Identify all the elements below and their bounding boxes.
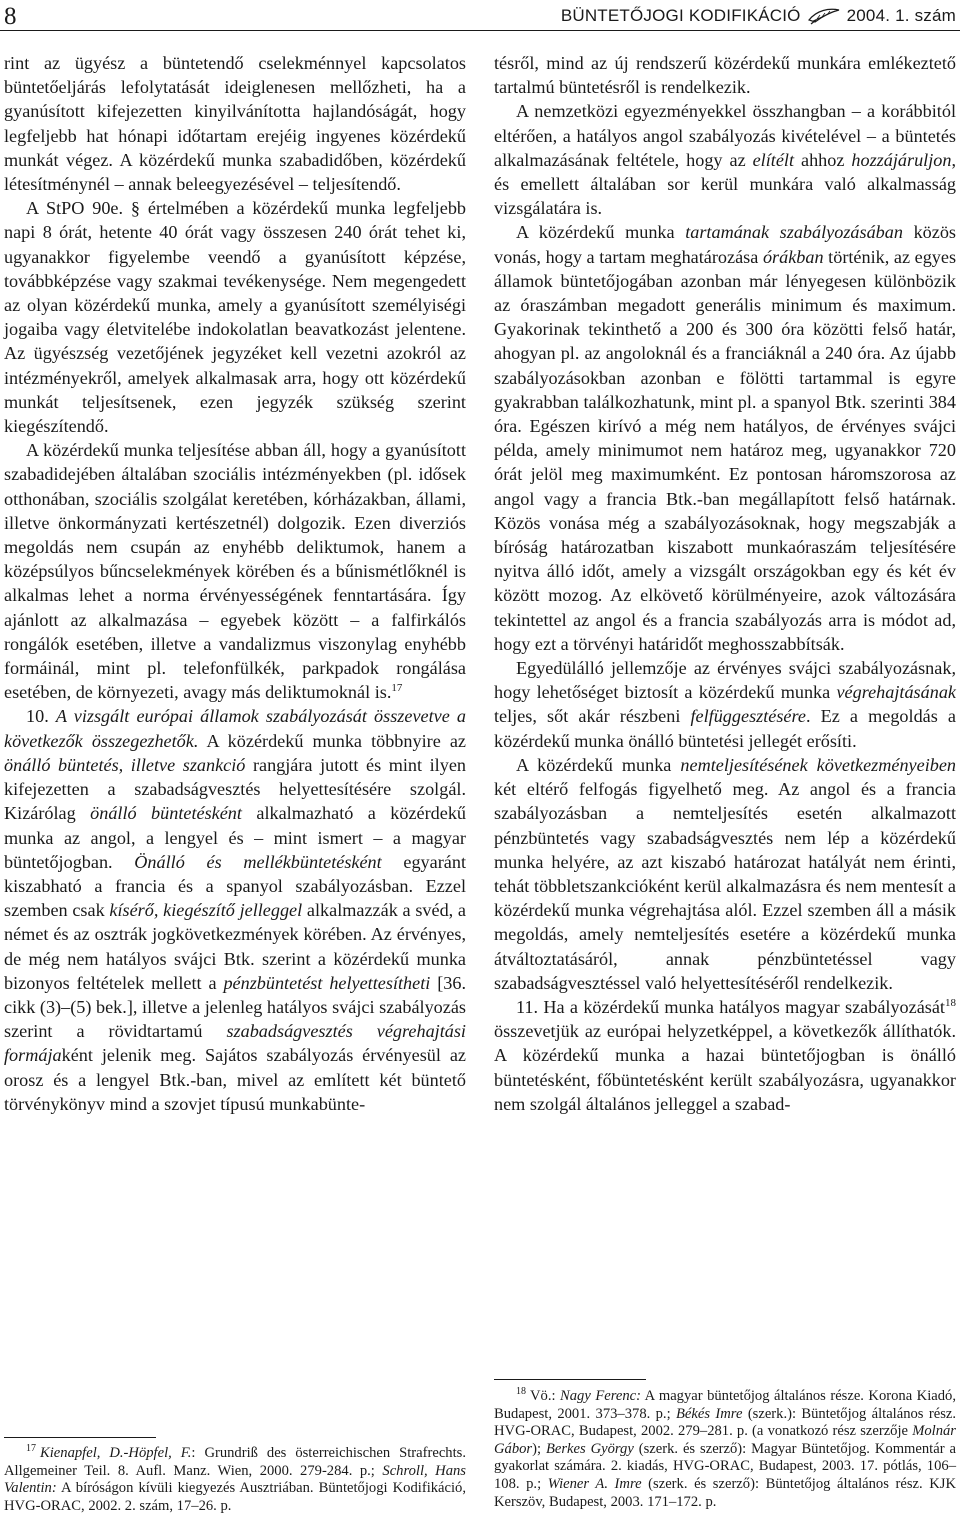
footnote-mark: 18: [516, 1386, 526, 1397]
text-run: két eltérő felfogás figyelhető meg. Az angol és a francia szabályozásban a nemteljesítés esetén alkalmazott pénzbüntetés vagy szabadságvesztés nem lép a közérdekű munka helyére, az azt kiszabó határozat hatályát nem érinti, tehát többletszankcióként kerül alkalmazásra és nem mentesít a közérdekű munka végrehajtása alól. Ezzel szemben áll a másik megoldás, amely nemteljesítés esetére a közérdekű munka átváltoztatásáról, annak pénzbüntetéssel vagy szabadságvesztéssel való helyettesítéséről rendelkezik.: [494, 779, 956, 993]
paragraph: tésről, mind az új rendszerű közérdekű munkára emlékeztető tartalmú büntetésről is rendelkezik.: [494, 53, 956, 98]
text-run: A magyar büntetőjog általános része. Korona Kiadó, Budapest, 2001. 373–378. p.;: [494, 1388, 956, 1422]
paragraph: [494, 995, 956, 1116]
section-number: 10.: [26, 706, 49, 727]
emphasis: nemteljesítésének következményeiben: [680, 754, 957, 775]
left-column: [4, 51, 466, 1116]
paragraph: rint az ügyész a büntetendő cselekménnyel kapcsolatos büntetőeljárás lefolytatását ideiglenesen mellőzheti, ha a gyanúsított kifejezetten kinyilvánította hajlandóságát, hogy legfeljebb hat hónapi időtartam erejéig ingyenes közérdekű munkát végez. A közérdekű munka szabadidőben, közérdekű létesítménynél – annak beleegyezésével – teljesítendő.: [4, 53, 466, 195]
text-run: (szerk.): Büntetőjog általános rész. HVG-ORAC, Budapest, 2002. 279–281. p. (a vonatkozó rész szerzője: [494, 1405, 956, 1440]
footnote-text: [494, 1388, 956, 1511]
paragraph: [494, 99, 956, 220]
paragraph: A StPO 90e. § értelmében a közérdekű munka legfeljebb napi 8 órát, hetente 40 órát vagy összesen 240 órát tehet ki, ugyanakkor figyelembe veendő a gyanúsított képzése, továbbképzése vagy szakmai tevékenysége. Nem megengedett az olyan közérdekű munka, amely a gyanúsított személyiségi jogaiba vagy életvitelébe indokolatlan beavatkozást jelentene. Az ügyészség vezetőjének jegyzéket kell vezetni azokról az intézményekről, amelyek alkalmasak arra, hogy ott közérdekű munkát teljesítsenek, ezen jegyzék szükség szerint kiegészítendő.: [4, 198, 466, 437]
text-run: A bíróságon kívüli kiegyezés Ausztriában. Büntetőjogi Kodifikáció, HVG-ORAC, 2002. 2. szám, 17–26. p.: [4, 1480, 466, 1514]
emphasis: hozzájáruljon: [851, 149, 952, 170]
text-run: );: [532, 1440, 542, 1457]
emphasis: szabadságvesztés végrehajtási formája: [4, 1021, 466, 1066]
emphasis: Önálló és mellékbüntetésként: [134, 851, 382, 872]
text-run: alkalmazható a közérdekű munka az angol, a lengyel és – mint ismert – a magyar büntetőjogban.: [4, 803, 467, 872]
text-run: rangjára jutott és mint ilyen kifejezetten a szabadságvesztés helyettesítésére szolgál. Kizárólag: [4, 754, 466, 824]
text-run: A nemzetközi egyezményekkel összhangban – a korábbitól eltérően, a hatályos angol szabályozás kivételével – a büntetés alkalmazásának feltétele, hogy az: [494, 101, 956, 170]
section-heading: A vizsgált európai államok szabályozását összevetve a következők összegezhetők.: [4, 706, 467, 751]
footnote-ref: 18: [945, 996, 956, 1009]
footnote-rule: [494, 1379, 646, 1380]
emphasis: önálló büntetésként: [90, 803, 242, 824]
emphasis: Schroll, Hans Valentin:: [4, 1462, 466, 1497]
text-run: Egyedülálló jellemzője az érvényes svájci szabályozásnak, hogy lehetőséget biztosít a közérdekű munka: [494, 658, 956, 703]
text-run: ként jelenik meg. Sajátos szabályozás érvényesül az orosz és a lengyel Btk.-ban, mivel az említett két büntető törvénykönyv mind a szovjet típusú munkabünte-: [4, 1045, 466, 1114]
emphasis: önálló büntetés, illetve szankció: [4, 754, 246, 775]
emphasis: pénzbüntetést helyettesítheti: [223, 972, 431, 993]
emphasis: órákban: [762, 246, 824, 267]
text-run: közös vonás, hogy a tartam meghatározása: [494, 222, 956, 267]
journal-title: BÜNTETŐJOGI KODIFIKÁCIÓ: [560, 6, 801, 25]
header-rule: [0, 30, 960, 31]
emphasis: felfüggesztésére: [690, 706, 806, 727]
emphasis: Békés Imre: [676, 1405, 743, 1422]
running-head: [561, 4, 956, 28]
text-run: Vö.:: [530, 1388, 556, 1404]
paragraph-text: A közérdekű munka teljesítése abban áll, hogy a gyanúsított szabadidejében általában szociális intézményekben (pl. idősek otthonában, szociális szolgálat keretében, kórházakban, állami, illetve önkormányzati kertészetnél) dolgozik. Ezen diverziós megoldás nem csupán az enyhébb deliktumok, hanem a középsúlyos bűncselekmények körében és a bűnismétlőknél is alkalmas lehet a norma érvényességének fenntartására. Így ajánlott az alkalmazása – egyebek között – a falfirkálós rongálók esetében, illetve a vandalizmus viszonylag enyhébb formáinál, mint pl. telefonfülkék, parkpadok rongálása esetében, de környezeti, avagy más deliktumoknál is.: [4, 440, 466, 703]
text-run: teljes, sőt akár részbeni: [494, 706, 681, 727]
quill-ornament-icon: [807, 6, 841, 26]
emphasis: Kienapfel, D.-Höpfel, F.: [40, 1445, 192, 1461]
text-run: . Ez a megoldás a közérdekű munka önálló büntetési jellegét erősíti.: [494, 706, 956, 751]
emphasis: kísérő, kiegészítő jelleggel: [109, 900, 303, 921]
emphasis: végrehajtásának: [836, 682, 956, 703]
text-run: alkalmazzák a svéd, a német és az osztrák jogkövetkezmények körében. Az érvényes, de még nem hatályos svájci Btk. szerint a közérdekű munka bizonyos feltételek mellett a: [4, 900, 467, 993]
footnote-ref: 17: [391, 682, 403, 695]
emphasis: Nagy Ferenc:: [560, 1388, 641, 1404]
right-column: [494, 51, 956, 1116]
text-run: (szerk. és szerző): Büntetőjog általános rész. KJK Kerszöv, Budapest, 2003. 171–172. p.: [494, 1475, 956, 1510]
paragraph: [4, 704, 466, 1115]
emphasis: Berkes György: [545, 1440, 634, 1457]
text-run: egyaránt kiszabható a francia és a spanyol szabályozásban. Ezzel szemben csak: [4, 851, 466, 921]
footnote-rule: [4, 1437, 156, 1438]
text-run: A közérdekű munka: [516, 222, 675, 243]
text-run: , és emellett általában sor kerül munkára való alkalmasság vizsgálatára is.: [494, 149, 957, 219]
emphasis: elítélt: [752, 149, 795, 170]
text-run: történik, az egyes államok büntetőjogában azonban már lényegesen különbözik az óraszámban megadott generális minimum és maximum. Gyakorinak tekinthető a 200 és 300 óra közötti felső határ, ahogyan pl. az angoloknál és a franciáknál a 240 óra. Az újabb szabályozásokban azonban e fölötti tartammal is egyre gyakrabban találkozhatunk, mint pl. a spanyol Btk. szerinti 384 óra. Egészen kirívó a még nem hatályos, de érvényes svájci példa, amely minimumot nem határoz meg, ugyanakkor 720 órát jelöl meg maximumként. Ez pontosan háromszorosa az angol vagy a francia Btk.-ban megállapított felső határnak. Közös vonása még a szabályozásoknak, hogy megszabják a bíróság határozatban kiszabott munkaóraszám teljesítésére nyitva álló időt, amely a vizsgált országokban egy és két év között mozog. Az elkövető körülményeire, azok változására tekintettel az angol és a francia szabályozás arra is módot ad, hogy ezt a törvényi határidőt meghosszabbítsák.: [494, 246, 957, 654]
text-run: összevetjük az európai helyzetképpel, a következők állíthatók. A közérdekű munka a hazai büntetőjogban is önálló büntetésként, főbüntetésként került szabályozásra, ugyanakkor nem szolgál általános jelleggel a szabad-: [494, 1021, 956, 1114]
text-run: A közérdekű munka többnyire az: [206, 730, 466, 751]
footnote-text: [4, 1445, 466, 1515]
emphasis: Molnár Gábor: [494, 1423, 956, 1457]
issue-label: 2004. 1. szám: [846, 6, 956, 25]
paragraph: [494, 656, 956, 753]
text-run: ahhoz: [801, 149, 845, 170]
footnote-18: [494, 1388, 956, 1511]
footnote-mark: 17: [26, 1443, 36, 1454]
emphasis: Wiener A. Imre: [547, 1475, 642, 1492]
text-run: : Grundriß des österreichischen Strafrechts. Allgemeiner Teil. 8. Aufl. Manz. Wien, 2000. 279-284. p.;: [4, 1445, 466, 1479]
paragraph: [494, 220, 956, 656]
paragraph: [494, 753, 956, 995]
text-run: (szerk. és szerző): Magyar Büntetőjog. Kommentár a gyakorlat számára. 2. kiadás, HVG-ORAC, Budapest, 2003. 17. pótlás, 106–108. p.;: [494, 1440, 956, 1492]
page-number: 8: [4, 3, 17, 30]
paragraph: [4, 438, 466, 704]
text-run: [36. cikk (3)–(5) bek.], illetve a jelenleg hatályos svájci szabályozás szerint a rövidtartamú: [4, 972, 467, 1042]
text-run: 11. Ha a közérdekű munka hatályos magyar szabályozását: [516, 996, 945, 1017]
text-run: A közérdekű munka: [516, 754, 672, 775]
footnote-17: [4, 1445, 466, 1515]
emphasis: tartamának szabályozásában: [685, 222, 903, 243]
